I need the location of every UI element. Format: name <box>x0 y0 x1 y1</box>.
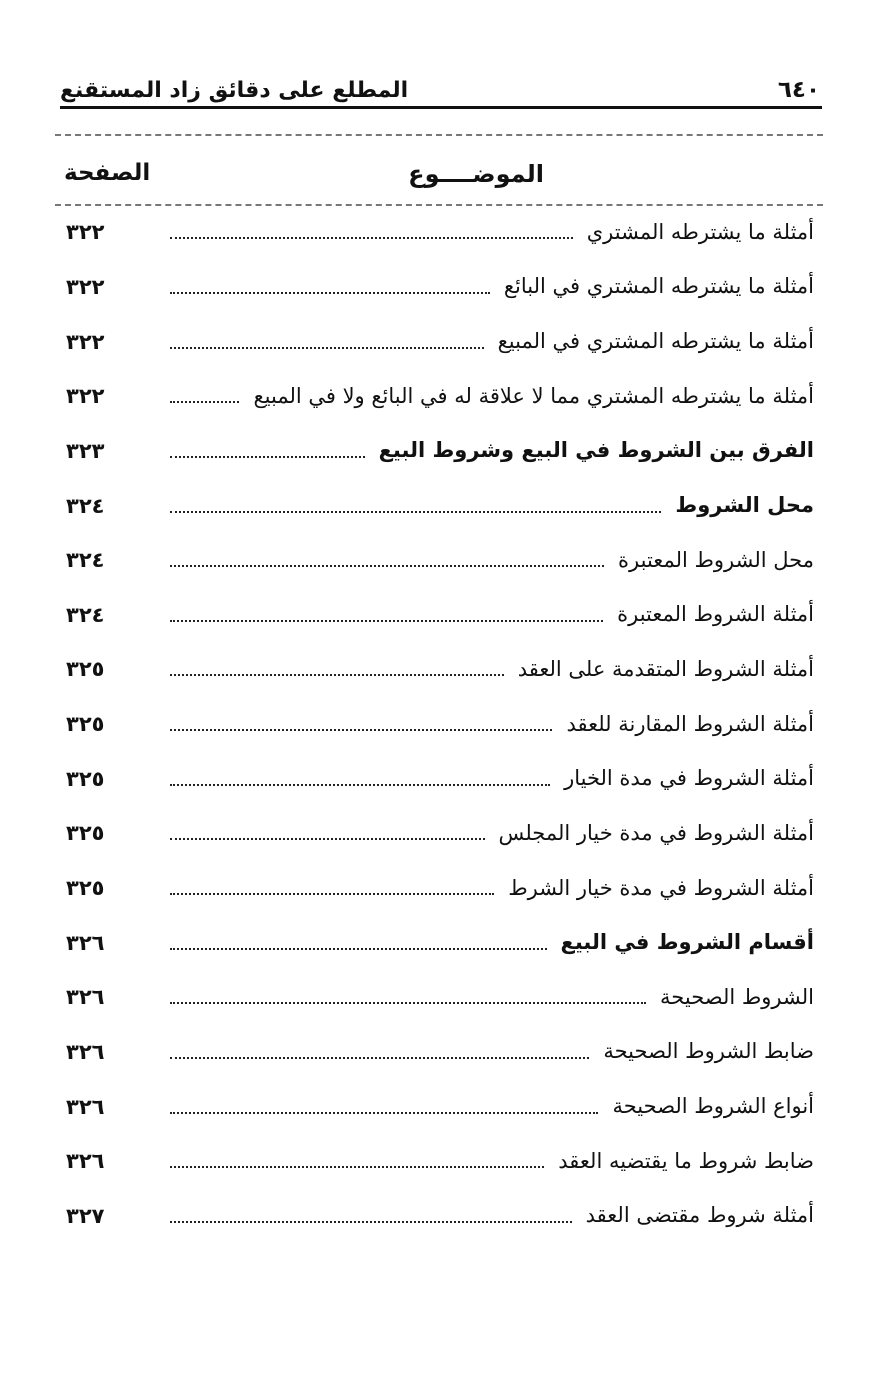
dot-leader <box>170 784 550 786</box>
toc-entry-page: ٣٢٥ <box>66 821 105 846</box>
column-headings <box>58 160 814 196</box>
running-title: المطلع على دقائق زاد المستقنع <box>60 78 409 103</box>
toc-entry-page: ٣٢٢ <box>66 274 105 299</box>
toc-entry-page: ٣٢٤ <box>66 548 105 573</box>
dot-leader <box>170 1112 598 1114</box>
topic-column-heading: الموضــــوع <box>408 160 544 188</box>
toc-entry-page: ٣٢٦ <box>66 1094 105 1119</box>
toc-entry-page: ٣٢٢ <box>66 220 105 245</box>
dot-leader <box>170 1221 572 1223</box>
toc-entry-title: محل الشروط المعتبرة <box>618 547 814 572</box>
toc-entry-page: ٣٢٦ <box>66 930 105 955</box>
toc-entry-title: الفرق بين الشروط في البيع وشروط البيع <box>378 438 814 463</box>
toc-entry <box>66 369 814 424</box>
running-header <box>60 62 820 106</box>
header-rule <box>60 106 822 109</box>
dot-leader <box>170 237 573 239</box>
dot-leader <box>170 948 547 950</box>
toc-entry-page: ٣٢٣ <box>66 438 105 463</box>
toc-entry <box>66 1189 814 1244</box>
toc-entry <box>66 915 814 970</box>
toc-entry-page: ٣٢٥ <box>66 766 105 791</box>
toc-entry <box>66 1134 814 1189</box>
toc-entry-page: ٣٢٧ <box>66 1203 105 1228</box>
toc-entry-page: ٣٢٤ <box>66 493 105 518</box>
dot-leader <box>170 1166 544 1168</box>
toc-entry <box>66 751 814 806</box>
toc-entry <box>66 697 814 752</box>
dot-leader <box>170 674 504 676</box>
toc-entry <box>66 260 814 315</box>
toc-entry-list <box>66 205 814 1243</box>
dot-leader <box>170 565 604 567</box>
dot-leader <box>170 838 485 840</box>
dot-leader <box>170 511 661 513</box>
page-column-heading: الصفحة <box>64 160 151 186</box>
dot-leader <box>170 893 494 895</box>
toc-entry-title: أمثلة الشروط في مدة خيار المجلس <box>498 820 814 845</box>
toc-entry-page: ٣٢٢ <box>66 329 105 354</box>
dot-leader <box>170 401 239 403</box>
toc-entry <box>66 1079 814 1134</box>
dot-leader <box>170 456 365 458</box>
dot-leader <box>170 729 552 731</box>
toc-entry-title: أمثلة ما يشترطه المشتري مما لا علاقة له في البائع ولا في المبيع <box>253 383 814 408</box>
toc-entry-title: ضابط شروط ما يقتضيه العقد <box>558 1148 814 1173</box>
toc-entry <box>66 806 814 861</box>
toc-entry-page: ٣٢٤ <box>66 602 105 627</box>
toc-entry <box>66 970 814 1025</box>
toc-entry-title: أمثلة الشروط المقارنة للعقد <box>566 711 814 736</box>
toc-entry-title: أمثلة ما يشترطه المشتري <box>586 219 814 244</box>
toc-entry-title: محل الشروط <box>675 493 814 518</box>
toc-entry-title: أمثلة ما يشترطه المشتري في البائع <box>503 274 814 299</box>
toc-entry <box>66 1025 814 1080</box>
toc-entry-title: أمثلة ما يشترطه المشتري في المبيع <box>497 329 814 354</box>
toc-entry <box>66 861 814 916</box>
dot-leader <box>170 1057 589 1059</box>
page-number: ٦٤٠ <box>777 77 820 103</box>
toc-entry-title: ضابط الشروط الصحيحة <box>603 1039 814 1064</box>
toc-entry <box>66 205 814 260</box>
toc-entry <box>66 424 814 479</box>
dot-leader <box>170 620 603 622</box>
toc-entry-title: أقسام الشروط في البيع <box>560 930 814 955</box>
toc-entry-title: الشروط الصحيحة <box>660 984 814 1009</box>
toc-entry <box>66 642 814 697</box>
toc-entry-title: أنواع الشروط الصحيحة <box>612 1094 814 1119</box>
toc-entry <box>66 314 814 369</box>
toc-entry-page: ٣٢٢ <box>66 384 105 409</box>
toc-entry-page: ٣٢٥ <box>66 876 105 900</box>
dot-leader <box>170 347 484 349</box>
toc-entry-page: ٣٢٦ <box>66 1149 105 1174</box>
dot-leader <box>170 1002 646 1004</box>
toc-entry <box>66 478 814 533</box>
toc-entry-title: أمثلة الشروط في مدة خيار الشرط <box>508 875 814 900</box>
toc-entry <box>66 587 814 642</box>
toc-entry-title: أمثلة الشروط المتقدمة على العقد <box>517 656 814 681</box>
toc-entry-title: أمثلة الشروط المعتبرة <box>617 602 814 627</box>
toc-entry-page: ٣٢٥ <box>66 657 105 682</box>
toc-entry-page: ٣٢٦ <box>66 985 105 1010</box>
toc-entry <box>66 533 814 588</box>
dot-leader <box>170 292 490 294</box>
header-dotted-divider <box>55 134 823 136</box>
toc-entry-title: أمثلة الشروط في مدة الخيار <box>564 766 814 791</box>
toc-entry-page: ٣٢٥ <box>66 712 105 737</box>
toc-entry-page: ٣٢٦ <box>66 1039 105 1064</box>
toc-entry-title: أمثلة شروط مقتضى العقد <box>585 1203 814 1228</box>
